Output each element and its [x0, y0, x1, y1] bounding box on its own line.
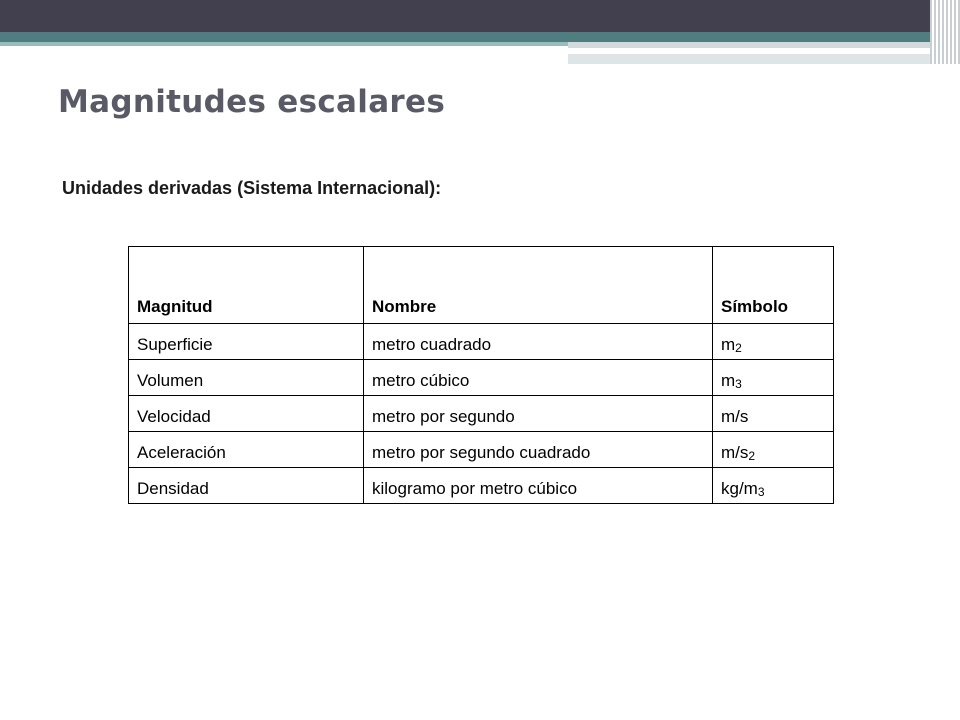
- cell-simbolo: [713, 360, 834, 396]
- cell-magnitud: Superficie: [129, 324, 364, 360]
- cell-nombre: metro cuadrado: [364, 324, 713, 360]
- symbol-base: m/s: [721, 407, 749, 426]
- banner-right-stripes: [930, 0, 960, 64]
- cell-simbolo: [713, 396, 834, 432]
- cell-magnitud: Velocidad: [129, 396, 364, 432]
- top-banner: [0, 0, 960, 32]
- banner-teal-light-band: [0, 42, 568, 46]
- cell-magnitud: Aceleración: [129, 432, 364, 468]
- table-header-row: [129, 247, 834, 324]
- symbol-base: kg/m: [721, 479, 758, 498]
- slide-subtitle: Unidades derivadas (Sistema Internacional):: [62, 178, 442, 198]
- table-row: [129, 324, 834, 360]
- slide-title: Magnitudes escalares: [58, 84, 446, 120]
- table-row: [129, 432, 834, 468]
- symbol-exponent: 3: [757, 485, 765, 499]
- table-row: [129, 396, 834, 432]
- units-table: [128, 246, 834, 504]
- symbol-exponent: 2: [748, 449, 756, 463]
- cell-nombre: metro cúbico: [364, 360, 713, 396]
- symbol-exponent: 2: [735, 341, 742, 355]
- table-row: [129, 468, 834, 504]
- cell-nombre: kilogramo por metro cúbico: [364, 468, 713, 504]
- symbol-base: m: [721, 371, 736, 390]
- cell-nombre: metro por segundo cuadrado: [364, 432, 713, 468]
- banner-grey-band: [568, 42, 940, 48]
- cell-nombre: metro por segundo: [364, 396, 713, 432]
- cell-simbolo: [713, 324, 834, 360]
- cell-simbolo: [713, 468, 834, 504]
- cell-magnitud: Densidad: [129, 468, 364, 504]
- symbol-exponent: 3: [735, 377, 742, 391]
- banner-grey-band-lower: [568, 54, 940, 64]
- cell-simbolo: [713, 432, 834, 468]
- banner-white-line: [568, 50, 888, 52]
- header-nombre: Nombre: [364, 247, 713, 324]
- symbol-base: m: [721, 335, 736, 354]
- header-simbolo: Símbolo: [713, 247, 834, 324]
- cell-magnitud: Volumen: [129, 360, 364, 396]
- symbol-base: m/s: [721, 443, 749, 462]
- header-magnitud: Magnitud: [129, 247, 364, 324]
- banner-teal-band: [0, 32, 960, 42]
- table-row: [129, 360, 834, 396]
